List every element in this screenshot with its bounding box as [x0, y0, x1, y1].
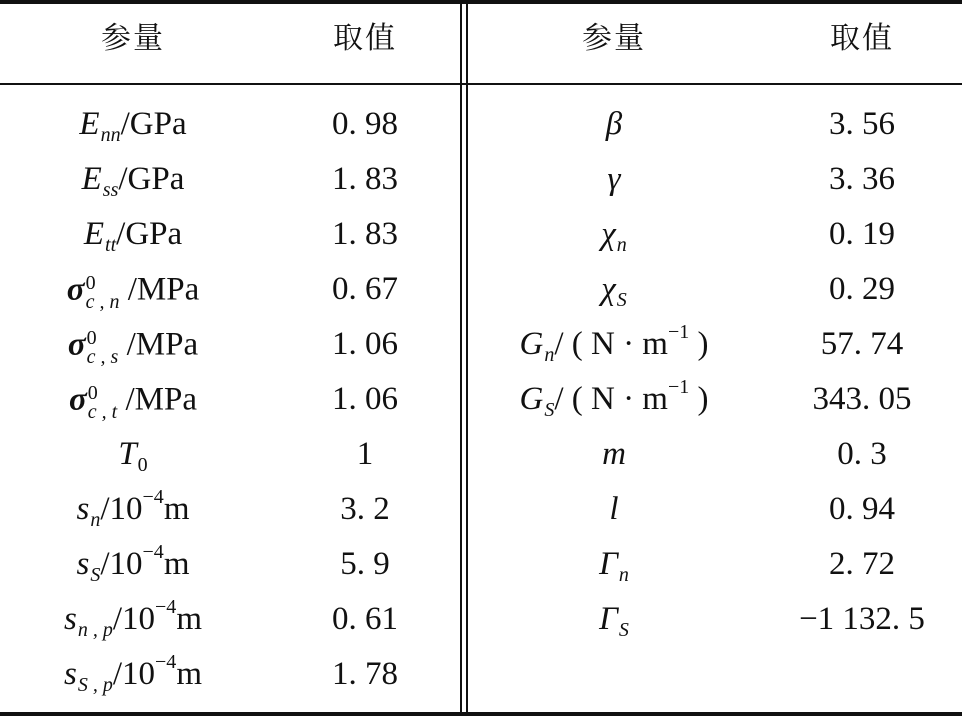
param-symbol: Γ: [599, 601, 618, 637]
param-symbol: σ: [66, 271, 85, 308]
param-unit-tail: m: [176, 601, 202, 637]
param-symbol: Γ: [599, 546, 618, 582]
left-value-cell: 1. 06: [332, 381, 398, 417]
param-unit: / ( N · m: [554, 381, 668, 417]
left-value-cell: 1: [356, 436, 374, 472]
param-subscript: c , s: [86, 346, 119, 368]
param-unit: /GPa: [116, 216, 183, 252]
table-top-rule: [0, 0, 962, 4]
left-value-cell: 0. 67: [332, 271, 398, 307]
param-unit-exponent: −4: [155, 596, 177, 618]
param-unit-tail: ): [689, 326, 709, 362]
param-subscript: n , p: [77, 619, 113, 641]
param-subscript: n: [544, 344, 555, 366]
param-subscript: 0: [137, 454, 148, 476]
right-value-cell: −1 132. 5: [799, 601, 925, 637]
param-unit: /10: [112, 656, 156, 692]
right-param-cell: [519, 376, 709, 421]
left-param-cell: [69, 383, 197, 421]
left-value-cell: 1. 78: [332, 656, 398, 692]
param-unit-exponent: −1: [667, 321, 690, 343]
header-param-left: 参量: [101, 21, 165, 56]
right-param-cell: [602, 438, 626, 471]
param-symbol: γ: [607, 161, 621, 197]
param-unit-tail: m: [163, 491, 190, 527]
param-symbol: χ: [601, 216, 616, 252]
param-unit-tail: m: [176, 656, 202, 692]
param-subscript: S: [618, 619, 629, 641]
param-subscript: S , p: [77, 674, 113, 696]
param-unit: /MPa: [118, 326, 199, 363]
param-unit: /10: [100, 491, 143, 527]
left-value-cell: 3. 2: [340, 491, 390, 527]
right-param-cell: [519, 321, 709, 366]
right-value-cell: 3. 36: [829, 161, 895, 197]
param-symbol: β: [605, 106, 623, 142]
param-sup-sub: [86, 274, 120, 312]
param-unit-exponent: −4: [142, 486, 164, 508]
left-param-cell: [64, 596, 202, 641]
header-value-left: 取值: [333, 21, 397, 56]
left-param-cell: [118, 436, 148, 476]
right-value-cell: 2. 72: [829, 546, 895, 582]
table-header-rule: [0, 83, 962, 85]
right-value-cell: 0. 19: [829, 216, 895, 252]
param-symbol: T: [118, 436, 137, 472]
param-symbol: E: [81, 161, 102, 197]
param-subscript: c , t: [87, 401, 118, 423]
param-unit: / ( N · m: [554, 326, 668, 362]
param-unit-exponent: −4: [142, 541, 164, 563]
header-param-right: 参量: [582, 21, 646, 56]
param-sup-sub: [88, 384, 117, 422]
param-superscript: 0: [86, 327, 97, 349]
param-subscript: n: [616, 234, 627, 256]
param-subscript: n: [618, 564, 629, 586]
param-symbol: G: [519, 326, 544, 362]
left-param-cell: [76, 541, 190, 586]
header-value-right: 取值: [830, 21, 894, 56]
left-value-cell: 0. 61: [332, 601, 398, 637]
right-value-cell: 0. 94: [829, 491, 895, 527]
param-symbol: m: [602, 436, 626, 472]
param-superscript: 0: [87, 382, 98, 404]
right-value-cell: 0. 3: [837, 436, 887, 472]
left-param-cell: [68, 328, 198, 366]
param-unit: /10: [100, 546, 143, 582]
left-param-cell: [81, 161, 185, 201]
param-subscript: tt: [105, 234, 117, 256]
column-divider-right-line: [466, 4, 468, 712]
left-value-cell: 1. 83: [332, 161, 398, 197]
right-param-cell: [601, 216, 627, 256]
param-symbol: σ: [67, 326, 86, 363]
param-unit: /MPa: [117, 381, 197, 418]
param-subscript: S: [616, 289, 627, 311]
left-value-cell: 1. 83: [332, 216, 398, 252]
param-subscript: c , n: [85, 291, 120, 313]
right-param-cell: [607, 163, 620, 196]
param-superscript: 0: [85, 272, 96, 294]
left-param-cell: [83, 216, 183, 256]
right-param-cell: [609, 493, 618, 526]
param-unit-tail: m: [163, 546, 190, 582]
param-symbol: s: [76, 491, 90, 527]
param-subscript: nn: [100, 124, 121, 146]
left-value-cell: 0. 98: [332, 106, 398, 142]
param-symbol: χ: [601, 271, 616, 307]
table-bottom-rule: [0, 712, 962, 716]
right-value-cell: 57. 74: [820, 326, 904, 362]
param-unit-exponent: −4: [155, 651, 177, 673]
param-symbol: σ: [69, 381, 87, 418]
left-value-cell: 5. 9: [340, 546, 390, 582]
param-symbol: E: [79, 106, 100, 142]
left-param-cell: [79, 106, 187, 146]
left-param-cell: [67, 273, 199, 311]
param-unit: /GPa: [120, 106, 187, 142]
right-value-cell: 343. 05: [812, 381, 912, 417]
param-symbol: E: [83, 216, 105, 252]
param-unit: /GPa: [118, 161, 185, 197]
param-symbol: s: [64, 656, 77, 692]
param-subscript: S: [90, 564, 101, 586]
left-param-cell: [76, 486, 190, 531]
param-symbol: s: [76, 546, 90, 582]
right-param-cell: [601, 271, 627, 311]
right-value-cell: 3. 56: [829, 106, 895, 142]
param-sup-sub: [87, 329, 119, 367]
param-subscript: S: [544, 399, 555, 421]
left-param-cell: [64, 651, 202, 696]
param-unit-exponent: −1: [667, 376, 690, 398]
column-divider-left-line: [460, 4, 462, 712]
right-param-cell: [599, 546, 629, 586]
param-subscript: n: [90, 509, 101, 531]
param-symbol: l: [609, 491, 619, 527]
left-value-cell: 1. 06: [332, 326, 398, 362]
param-symbol: s: [64, 601, 77, 637]
right-param-cell: [606, 108, 622, 141]
param-symbol: G: [519, 381, 544, 417]
param-unit: /MPa: [119, 271, 200, 308]
right-param-cell: [599, 601, 629, 641]
param-unit-tail: ): [689, 381, 709, 417]
right-value-cell: 0. 29: [829, 271, 895, 307]
param-subscript: ss: [102, 179, 119, 201]
param-unit: /10: [112, 601, 156, 637]
